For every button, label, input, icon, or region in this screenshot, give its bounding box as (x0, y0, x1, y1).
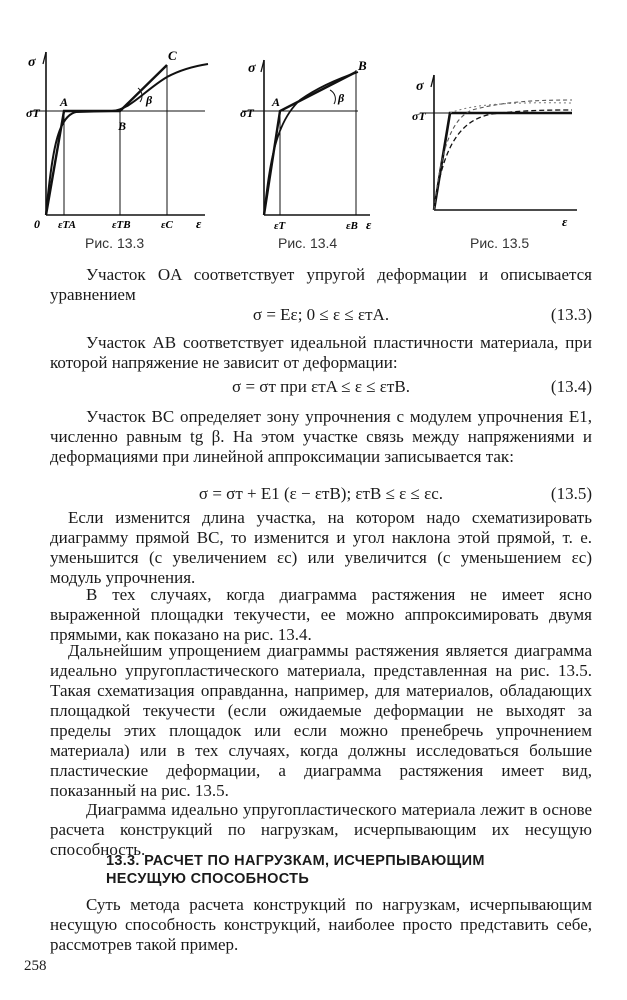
point-a-label: A (60, 95, 69, 109)
eps-b-label: εTB (112, 219, 131, 230)
paragraph-further-simplification: Дальнейшим упрощением диаграммы растяжения является диаграмма идеально упругопластического материала, представленная на рис. 13.5. Такая схематизация оправданна, например, для материалов, обладающих площадкой текучести (если ожидаемые деформации не выходят за пределы этих площадок или если можно пренебречь упрочнением материала) или в тех случаях, когда должны исследоваться большие пластические деформации, а диаграмма растяжения имеет вид, показанный на рис. 13.5. (50, 641, 592, 800)
x-axis-label: ε (366, 217, 372, 230)
section-heading: 13.3. РАСЧЕТ ПО НАГРУЗКАМ, ИСЧЕРПЫВАЮЩИМ НЕСУЩУЮ СПОСОБНОСТЬ (106, 853, 485, 887)
figure-13-5 (412, 40, 582, 230)
equation-formula: σ = Eε; 0 ≤ ε ≤ εтA. (252, 305, 390, 324)
figure-13-3-caption: Рис. 13.3 (85, 235, 145, 251)
point-b-label: B (358, 58, 367, 73)
point-c-label: C (168, 48, 177, 63)
paragraph-ab: Участок AB соответствует идеальной пластичности материала, при которой напряжение не зависит от деформации: (50, 333, 592, 372)
equation-number: (13.5) (550, 484, 592, 503)
paragraph-bc: Участок BC определяет зону упрочнения с модулем упрочнения E1, численно равным tg β. На этом участке связь между напряжениями и деформациями при линейной аппроксимации записывается так: (50, 407, 592, 466)
equation-formula: σ = σт + E1 (ε − εтB); εтB ≤ ε ≤ εс. (198, 484, 444, 503)
point-a-label: A (272, 95, 281, 109)
beta-label: β (338, 91, 345, 105)
equation-number: (13.3) (550, 305, 592, 324)
equation-13-5 (50, 484, 592, 504)
eps-a-label: εTA (58, 219, 76, 230)
sigma-t-label: σT (26, 106, 40, 120)
equation-number: (13.4) (550, 377, 592, 396)
y-axis-label: σ (248, 61, 256, 76)
figure-13-3-diagram (20, 40, 220, 230)
sigma-t-label: σT (412, 109, 426, 123)
figure-13-4-caption: Рис. 13.4 (278, 235, 338, 251)
beta-label: β (146, 93, 153, 107)
equation-formula: σ = σт при εтA ≤ ε ≤ εтB. (232, 377, 410, 396)
paragraph-method: Суть метода расчета конструкций по нагрузкам, исчерпывающим несущую способность конструкций, наиболее просто представить себе, рассмотрев такой пример. (50, 895, 592, 954)
equation-13-3 (50, 305, 592, 325)
y-axis-label: σ (416, 79, 424, 94)
origin-label: 0 (34, 217, 40, 230)
eps-c-label: εC (161, 219, 173, 230)
x-axis-label: ε (562, 214, 568, 229)
figure-13-5-caption: Рис. 13.5 (470, 235, 530, 251)
point-b-label: B (118, 119, 127, 133)
paragraph-two-lines: В тех случаях, когда диаграмма растяжения не имеет ясно выраженной площадки текучести, ее можно аппроксимировать двумя прямыми, как показано на рис. 13.4. (50, 585, 592, 644)
equation-13-4 (50, 377, 592, 397)
figure-13-3 (20, 40, 220, 230)
paragraph-oa: Участок OA соответствует упругой деформации и описывается уравнением (50, 265, 592, 304)
figure-13-4 (230, 40, 390, 230)
eps-t-label: εT (274, 220, 286, 230)
x-axis-label: ε (196, 216, 202, 230)
sigma-t-label: σT (240, 106, 254, 120)
figure-13-4-diagram (230, 40, 390, 230)
paragraph-elastoplastic: Диаграмма идеально упругопластического материала лежит в основе расчета конструкций по нагрузкам, исчерпывающим их несущую способность. (50, 800, 592, 859)
y-axis-label: σ (28, 55, 36, 70)
eps-b-label: εB (346, 220, 358, 230)
page-number: 258 (24, 958, 47, 974)
figure-13-5-diagram (412, 40, 582, 230)
paragraph-segment-length: Если изменится длина участка, на котором надо схематизировать диаграмму прямой BC, то изменится и угол наклона этой прямой, т. е. уменьшится (с увеличением εс) или увеличится (с уменьшением εс) модуль упрочнения. (50, 508, 592, 587)
